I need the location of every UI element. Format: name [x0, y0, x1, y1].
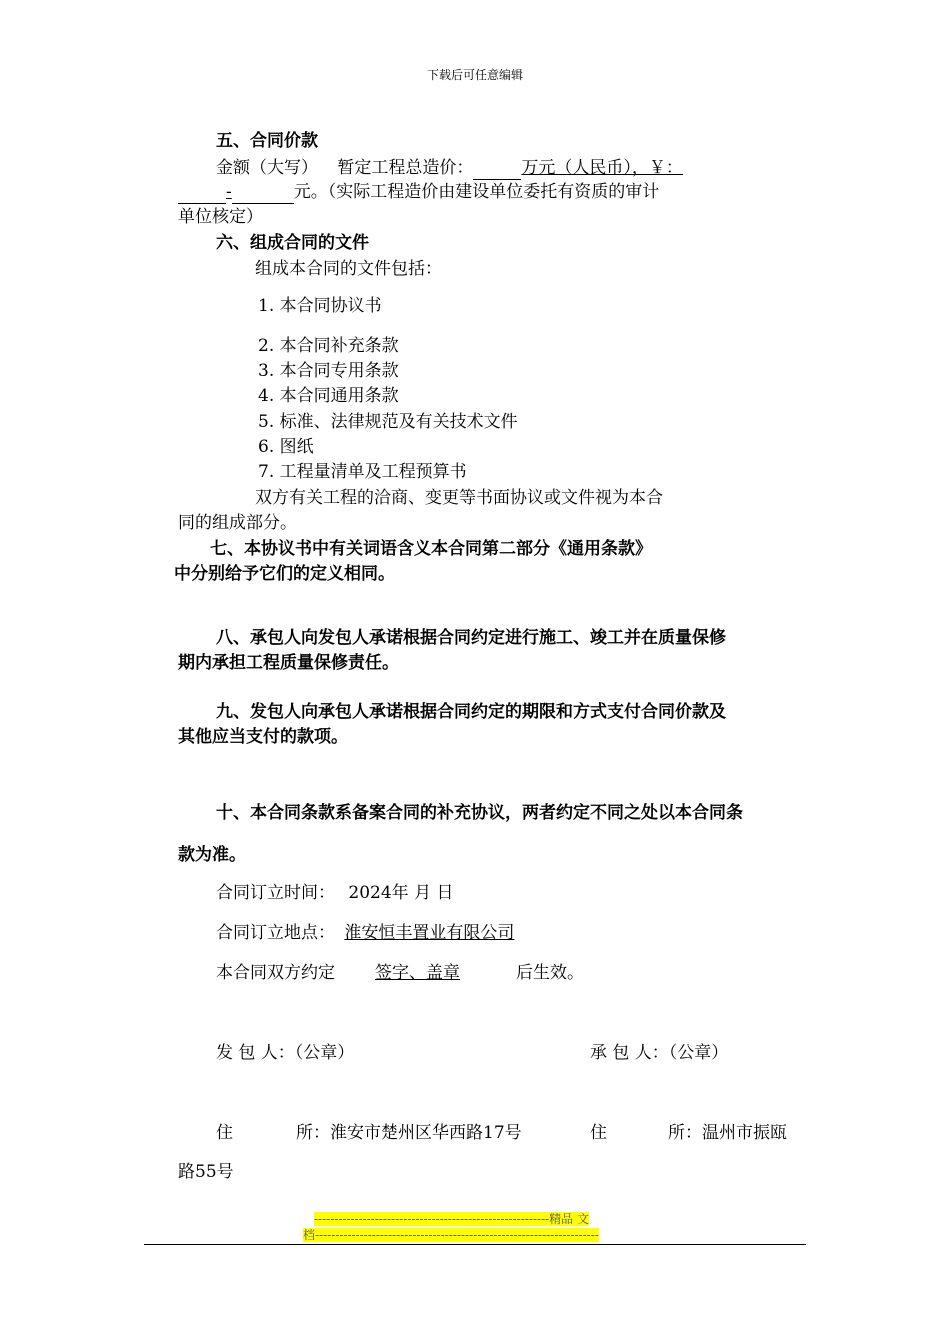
section6-title: 六、组成合同的文件 [216, 233, 369, 253]
yuan-blank-right [232, 185, 294, 204]
signing-place-label: 合同订立地点： [216, 923, 335, 943]
yuan-note: 元。（实际工程造价由建设单位委托有资质的审计 [293, 182, 660, 202]
section8-line2: 期内承担工程质量保修责任。 [178, 653, 399, 673]
section5-title: 五、合同价款 [216, 131, 318, 151]
yuan-note-cont: 单位核定） [178, 207, 263, 227]
section7-line2: 中分别给予它们的定义相同。 [174, 564, 395, 584]
footer-highlight-line2: 档---------------------------------------------------------------------- [303, 1228, 599, 1242]
document-list-item: 6. 图纸 [258, 437, 314, 457]
yuan-dash: - [226, 182, 232, 202]
signing-time-row [216, 881, 453, 905]
signing-place-value: 淮安恒丰置业有限公司 [344, 923, 515, 943]
section10-line1: 十、本合同条款系备案合同的补充协议，两者约定不同之处以本合同条 [216, 803, 743, 823]
signing-time-value: 2024年 月 日 [348, 883, 454, 903]
employer-label: 发 包 人：（公章） [216, 1043, 355, 1063]
signing-time-label: 合同订立时间： [216, 883, 335, 903]
signing-effect-row [216, 961, 584, 985]
employer-address: 所：淮安市楚州区华西路17号 [296, 1123, 522, 1143]
section6-closing-line1: 双方有关工程的洽商、变更等书面协议或文件视为本合 [255, 488, 663, 508]
signing-place-row [216, 921, 522, 945]
document-list-item: 4. 本合同通用条款 [258, 386, 399, 406]
section9-line2: 其他应当支付的款项。 [178, 727, 348, 747]
yuan-blank-left [178, 185, 226, 204]
document-list-item: 1. 本合同协议书 [258, 296, 382, 316]
contractor-address: 所：温州市振瓯 [668, 1123, 787, 1143]
employer-address-label: 住 [216, 1123, 233, 1143]
section6-intro: 组成本合同的文件包括： [255, 259, 442, 279]
footer-highlight-line1: ----------------------------------------------------------精品 文 [314, 1212, 589, 1226]
document-list-item: 7. 工程量清单及工程预算书 [258, 462, 467, 482]
contractor-address-cont: 路55号 [178, 1162, 234, 1182]
wan-unit: 万元（人民币），￥： [521, 158, 683, 178]
document-list-item: 5. 标准、法律规范及有关技术文件 [258, 412, 518, 432]
document-list-item: 2. 本合同补充条款 [258, 336, 399, 356]
section6-closing-line2: 同的组成部分。 [178, 513, 297, 533]
signing-effect-prefix: 本合同双方约定 [216, 963, 335, 983]
contractor-address-label: 住 [590, 1123, 607, 1143]
page-header-note: 下载后可任意编辑 [426, 68, 523, 82]
contractor-label: 承 包 人：（公章） [590, 1043, 729, 1063]
section10-line2: 款为准。 [178, 845, 246, 865]
document-list-item: 3. 本合同专用条款 [258, 361, 399, 381]
signing-effect-value: 签字、盖章 [375, 963, 460, 983]
signing-effect-suffix: 后生效。 [516, 963, 584, 983]
amount-row [216, 156, 683, 180]
section8-line1: 八、承包人向发包人承诺根据合同约定进行施工、竣工并在质量保修 [216, 628, 726, 648]
footer-divider [144, 1244, 806, 1245]
provisional-label: 暂定工程总造价： [337, 158, 474, 178]
wan-blank [473, 161, 521, 180]
section9-line1: 九、发包人向承包人承诺根据合同约定的期限和方式支付合同价款及 [216, 702, 726, 722]
amount-label: 金额（大写） [216, 158, 318, 178]
section7-line1: 七、本协议书中有关词语含义本合同第二部分《通用条款》 [210, 539, 652, 559]
yuan-row [178, 180, 659, 204]
